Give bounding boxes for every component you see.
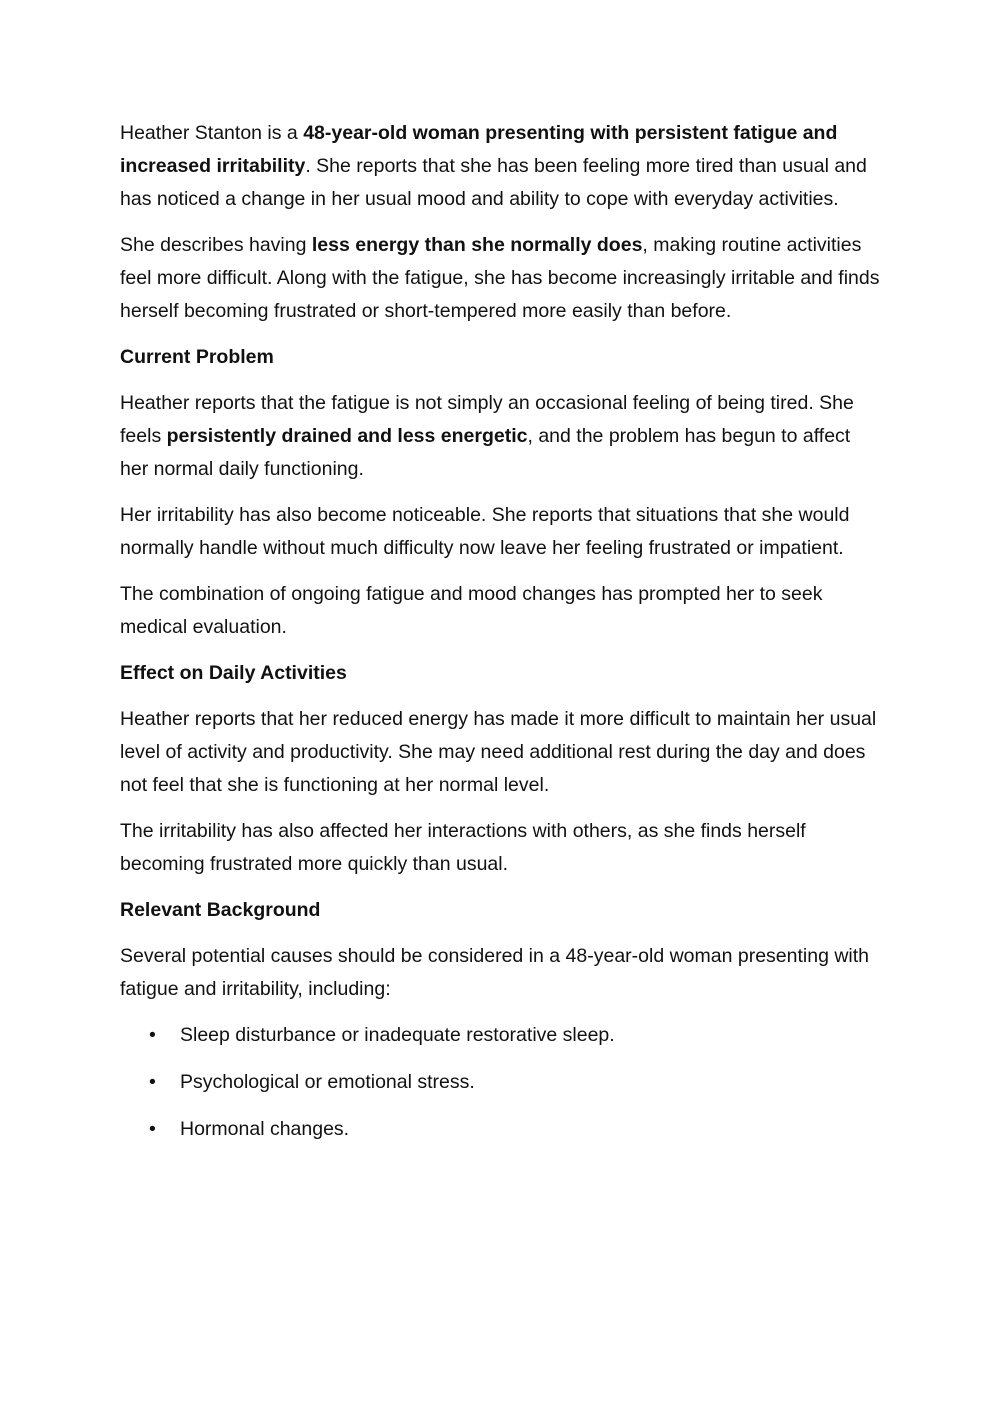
bullet-icon: • <box>149 1118 156 1140</box>
list-item <box>120 1113 880 1146</box>
list-item-text: Psychological or emotional stress. <box>180 1071 475 1093</box>
interactions-paragraph: The irritability has also affected her interactions with others, as she finds herself becoming frustrated more quickly than usual. <box>120 820 806 875</box>
intro-paragraph <box>120 117 880 216</box>
heading-relevant-background: Relevant Background <box>120 899 321 921</box>
heading-current-problem: Current Problem <box>120 346 274 368</box>
list-item-text: Sleep disturbance or inadequate restorative sleep. <box>180 1024 615 1046</box>
heading-effect-daily-activities: Effect on Daily Activities <box>120 662 347 684</box>
fatigue-text-start: Heather reports that the fatigue is not simply an occasional feeling of being tired. She feels <box>120 392 854 447</box>
energy-bold-text: less energy than she normally does <box>311 234 643 256</box>
fatigue-text-end: , and the problem has begun to affect her normal daily functioning. <box>120 425 851 480</box>
list-item-text: Hormonal changes. <box>180 1118 350 1140</box>
bullet-icon: • <box>149 1071 156 1093</box>
intro-text-start: Heather Stanton is a <box>120 122 304 144</box>
energy-text-start: She describes having <box>120 234 312 256</box>
fatigue-bold-text: persistently drained and less energetic <box>166 425 528 447</box>
activity-paragraph: Heather reports that her reduced energy has made it more difficult to maintain her usual level of activity and productivity. She may need additional rest during the day and does not feel that she is functioning at her normal level. <box>120 708 877 796</box>
fatigue-paragraph <box>120 387 880 486</box>
causes-paragraph: Several potential causes should be considered in a 48-year-old woman presenting with fatigue and irritability, including: <box>120 945 870 1000</box>
irritability-paragraph: Her irritability has also become noticeable. She reports that situations that she would normally handle without much difficulty now leave her feeling frustrated or impatient. <box>120 504 850 559</box>
evaluation-paragraph: The combination of ongoing fatigue and mood changes has prompted her to seek medical evaluation. <box>120 583 823 638</box>
intro-bold-text: 48-year-old woman presenting with persistent fatigue and increased irritability <box>120 122 838 177</box>
document-page <box>120 117 880 1160</box>
energy-paragraph <box>120 229 880 328</box>
causes-list <box>120 1019 880 1146</box>
energy-text-end: , making routine activities feel more difficult. Along with the fatigue, she has become increasingly irritable and finds herself becoming frustrated or short-tempered more easily than before. <box>120 234 880 322</box>
intro-text-end: . She reports that she has been feeling more tired than usual and has noticed a change in her usual mood and ability to cope with everyday activities. <box>120 155 867 210</box>
bullet-icon: • <box>149 1024 156 1046</box>
list-item <box>120 1019 880 1052</box>
list-item <box>120 1066 880 1099</box>
